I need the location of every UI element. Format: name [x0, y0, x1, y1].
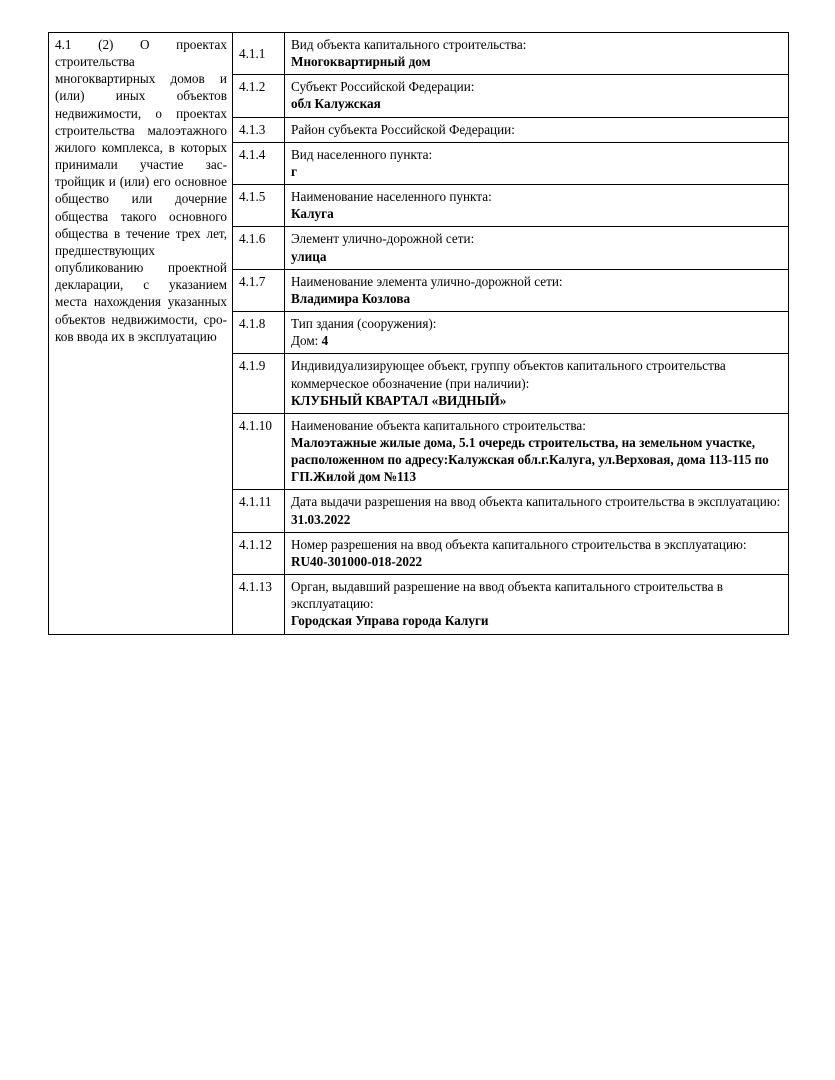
row-body-4-1-2: [285, 75, 789, 117]
row-value: Калуга: [291, 206, 334, 222]
row-body-4-1-5: [285, 185, 789, 227]
section-title-cell: 4.1 (2) О проектах строительства многоквартирных домов и (или) иных объектов недвижимости, о проектах строительства малоэтажного жилого комплекса, в которых принимали участие застройщик и (или) его основное общество или дочерние общества такого основного общества в течение трех лет, предшествующих опубликованию проектной декларации, с указанием места нахождения указанных объектов недвижимости, сроков ввода их в эксплуатацию: [49, 33, 233, 635]
row-label: Орган, выдавший разрешение на ввод объекта капитального строительства в эксплуатацию:: [291, 579, 723, 612]
row-label: Наименование элемента улично-дорожной сети:: [291, 273, 563, 289]
row-sublabel-text: Дом:: [291, 333, 322, 349]
row-code-4-1-10: 4.1.10: [233, 413, 285, 490]
row-code-4-1-5: 4.1.5: [233, 185, 285, 227]
row-value: КЛУБНЫЙ КВАРТАЛ «ВИДНЫЙ»: [291, 392, 507, 408]
row-label: Дата выдачи разрешения на ввод объекта капитального строительства в эксплуатацию:: [291, 494, 781, 510]
row-value: Многоквартирный дом: [291, 54, 431, 70]
row-code-4-1-7: 4.1.7: [233, 269, 285, 311]
declaration-table: [48, 32, 789, 635]
row-body-4-1-3: [285, 117, 789, 142]
row-body-4-1-13: [285, 575, 789, 634]
row-value: Малоэтажные жилые дома, 5.1 очередь строительства, на земельном участке, расположенном по адресу:Калужская обл.г.Калуга, ул.Верховая, дома 113-115 по ГП.Жилой дом №113: [291, 434, 769, 485]
row-label: Наименование объекта капитального строительства:: [291, 417, 586, 433]
row-value: Владимира Козлова: [291, 290, 411, 306]
row-code-4-1-6: 4.1.6: [233, 227, 285, 269]
row-label: Вид объекта капитального строительства:: [291, 37, 527, 52]
row-value: Городская Управа города Калуги: [291, 613, 489, 629]
row-label: Наименование населенного пункта:: [291, 189, 492, 205]
row-value: 31.03.2022: [291, 511, 351, 527]
row-value: RU40-301000-018-2022: [291, 553, 423, 569]
row-body-4-1-12: [285, 532, 789, 574]
row-label: Вид населенного пункта:: [291, 146, 433, 162]
row-code-4-1-11: 4.1.11: [233, 490, 285, 532]
row-body-4-1-7: [285, 269, 789, 311]
row-code-4-1-3: 4.1.3: [233, 117, 285, 142]
row-body-4-1-1: [285, 33, 789, 75]
row-value: г: [291, 163, 297, 179]
row-body-4-1-4: [285, 142, 789, 184]
row-body-4-1-9: [285, 354, 789, 413]
row-body-4-1-8: [285, 312, 789, 354]
row-value: обл Калужская: [291, 96, 381, 112]
row-code-4-1-9: 4.1.9: [233, 354, 285, 413]
row-body-4-1-11: [285, 490, 789, 532]
row-code-4-1-8: 4.1.8: [233, 312, 285, 354]
row-code-4-1-4: 4.1.4: [233, 142, 285, 184]
row-sublabel: [291, 332, 783, 349]
row-label: Номер разрешения на ввод объекта капитального строительства в эксплуатацию:: [291, 536, 747, 552]
row-body-4-1-6: [285, 227, 789, 269]
row-value: 4: [321, 333, 329, 349]
row-label: Индивидуализирующее объект, группу объектов капитального строительства коммерческое обозначение (при наличии):: [291, 358, 726, 391]
row-value: улица: [291, 248, 327, 264]
row-code-4-1-1: 4.1.1: [233, 33, 285, 75]
row-label: Субъект Российской Федерации:: [291, 79, 475, 95]
row-code-4-1-2: 4.1.2: [233, 75, 285, 117]
row-body-4-1-10: [285, 413, 789, 490]
row-label: Элемент улично-дорожной сети:: [291, 231, 475, 247]
table-row: [49, 33, 789, 75]
row-code-4-1-13: 4.1.13: [233, 575, 285, 634]
row-code-4-1-12: 4.1.12: [233, 532, 285, 574]
row-label: Район субъекта Российской Федерации:: [291, 121, 515, 137]
row-label: Тип здания (сооружения):: [291, 316, 437, 332]
